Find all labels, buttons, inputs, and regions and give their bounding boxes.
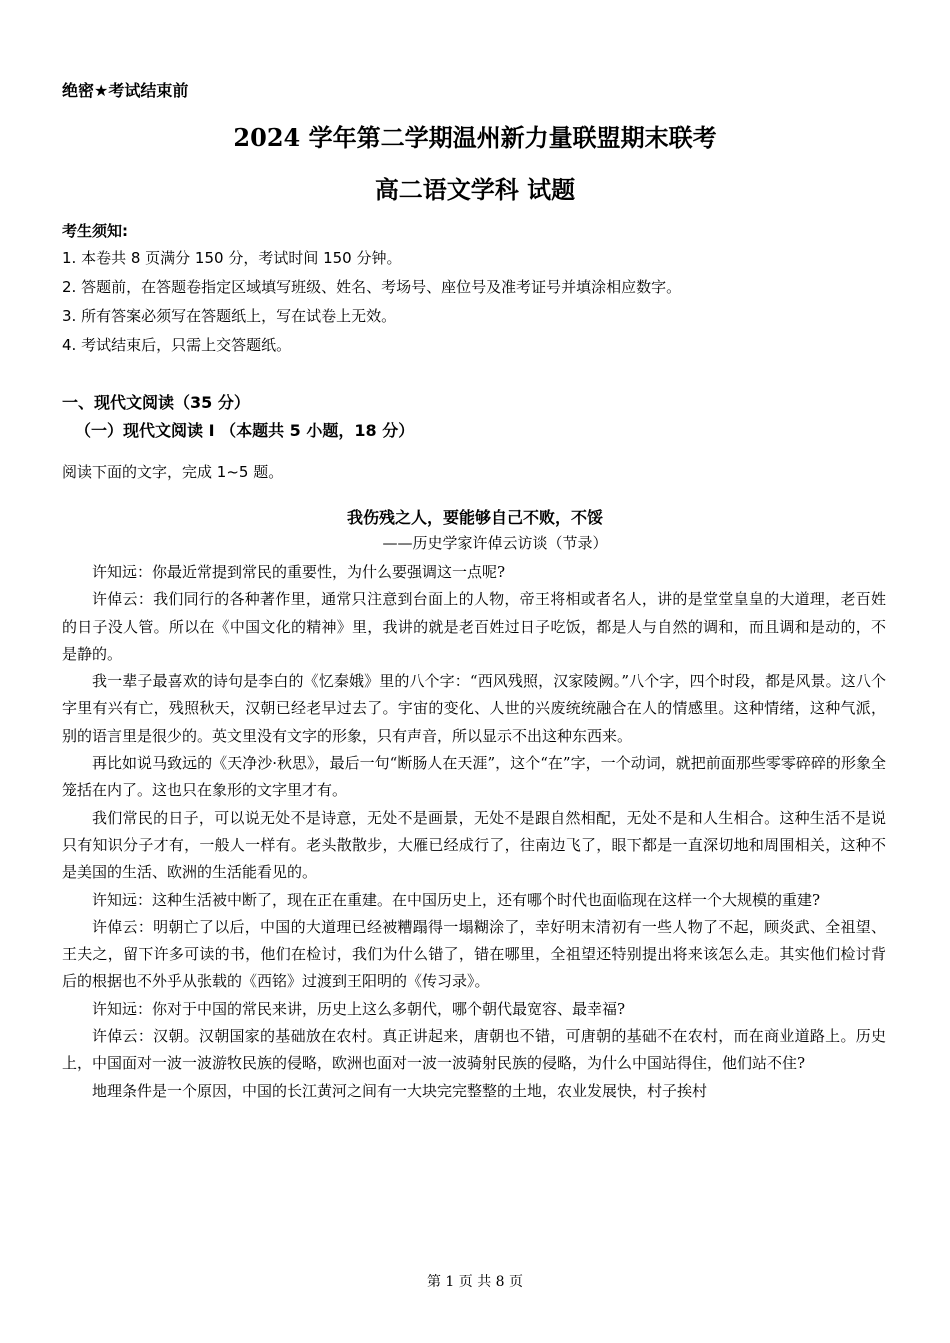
article-subtitle: ——历史学家许倬云访谈（节录） bbox=[382, 534, 608, 552]
article-paragraph: 许知远：你对于中国的常民来讲，历史上这么多朝代，哪个朝代最宽容、最幸福? bbox=[92, 999, 626, 1018]
article-paragraph: 许知远：你最近常提到常民的重要性，为什么要强调这一点呢? bbox=[92, 563, 506, 581]
article-paragraph: 许倬云：我们同行的各种著作里，通常只注意到台面上的人物，帝王将相或者名人，讲的是堂堂皇皇的大道理，老百姓的日子没人管。所以在《中国文化的精神》里，我讲的就是老百姓过日子吃饭，都是人与自然的调和，而且调和是动的，不是静的。 bbox=[62, 590, 886, 663]
article-body bbox=[62, 559, 886, 1105]
article-paragraph: 我一辈子最喜欢的诗句是李白的《忆秦娥》里的八个字：“西风残照，汉家陵阙。”八个字，四个时段，都是风景。这八个字里有兴有亡，残照秋天，汉朝已经老早过去了。宇宙的变化、人世的兴废统统融合在人的情感里。这种情绪，这种气派，别的语言里是很少的。英文里没有文字的形象，只有声音，所以显示不出这种东西来。 bbox=[62, 672, 886, 745]
article-title: 我伤残之人，要能够自己不败，不馁 bbox=[346, 508, 603, 527]
exam-title: 2024 学年第二学期温州新力量联盟期末联考 bbox=[233, 123, 717, 152]
page-number: 第 1 页 共 8 页 bbox=[426, 1274, 524, 1290]
notice-item: 3. 所有答案必须写在答题纸上，写在试卷上无效。 bbox=[62, 307, 397, 325]
article-paragraph: 地理条件是一个原因，中国的长江黄河之间有一大块完完整整的土地，农业发展快，村子挨村 bbox=[92, 1081, 708, 1100]
article-paragraph: 再比如说马致远的《天净沙·秋思》，最后一句“断肠人在天涯”，这个“在”字，一个动词，就把前面那些零零碎碎的形象全笼括在内了。这也只在象形的文字里才有。 bbox=[62, 754, 886, 800]
notice-item: 4. 考试结束后，只需上交答题纸。 bbox=[62, 336, 292, 354]
notice-item: 1. 本卷共 8 页满分 150 分，考试时间 150 分钟。 bbox=[62, 249, 402, 267]
article-paragraph: 我们常民的日子，可以说无处不是诗意，无处不是画景，无处不是跟自然相配，无处不是和人生相合。这种生活不是说只有知识分子才有，一般人一样有。老头散散步，大雁已经成行了，往南边飞了，眼下都是一直深切地和周围相关，这种不是美国的生活、欧洲的生活能看见的。 bbox=[62, 808, 886, 882]
subsection-heading: （一）现代文阅读 I （本题共 5 小题，18 分） bbox=[75, 421, 415, 440]
reading-instruction: 阅读下面的文字，完成 1~5 题。 bbox=[62, 463, 284, 481]
notice-heading: 考生须知: bbox=[62, 222, 128, 240]
candidate-notice bbox=[62, 218, 892, 360]
article-paragraph: 许知远：这种生活被中断了，现在正在重建。在中国历史上，还有哪个时代也面临现在这样一个大规模的重建? bbox=[92, 890, 821, 909]
article-paragraph: 许倬云：汉朝。汉朝国家的基础放在农村。真正讲起来，唐朝也不错，可唐朝的基础不在农村，而在商业道路上。历史上，中国面对一波一波游牧民族的侵略，欧洲也面对一波一波骑射民族的侵略，为什么中国站得住，他们站不住? bbox=[62, 1027, 886, 1073]
notice-item: 2. 答题前，在答题卷指定区域填写班级、姓名、考场号、座位号及准考证号并填涂相应数字。 bbox=[62, 278, 682, 296]
article-paragraph: 许倬云：明朝亡了以后，中国的大道理已经被糟蹋得一塌糊涂了，幸好明末清初有一些人物了不起，顾炎武、全祖望、王夫之，留下许多可读的书，他们在检讨，我们为什么错了，错在哪里，全祖望还特别提出将来该怎么走。其实他们检讨背后的根据也不外乎从张载的《西铭》过渡到王阳明的《传习录》。 bbox=[62, 917, 886, 991]
exam-subtitle: 高二语文学科 试题 bbox=[374, 175, 576, 204]
section-heading: 一、现代文阅读（35 分） bbox=[62, 393, 250, 412]
confidential-label: 绝密★考试结束前 bbox=[62, 81, 189, 100]
